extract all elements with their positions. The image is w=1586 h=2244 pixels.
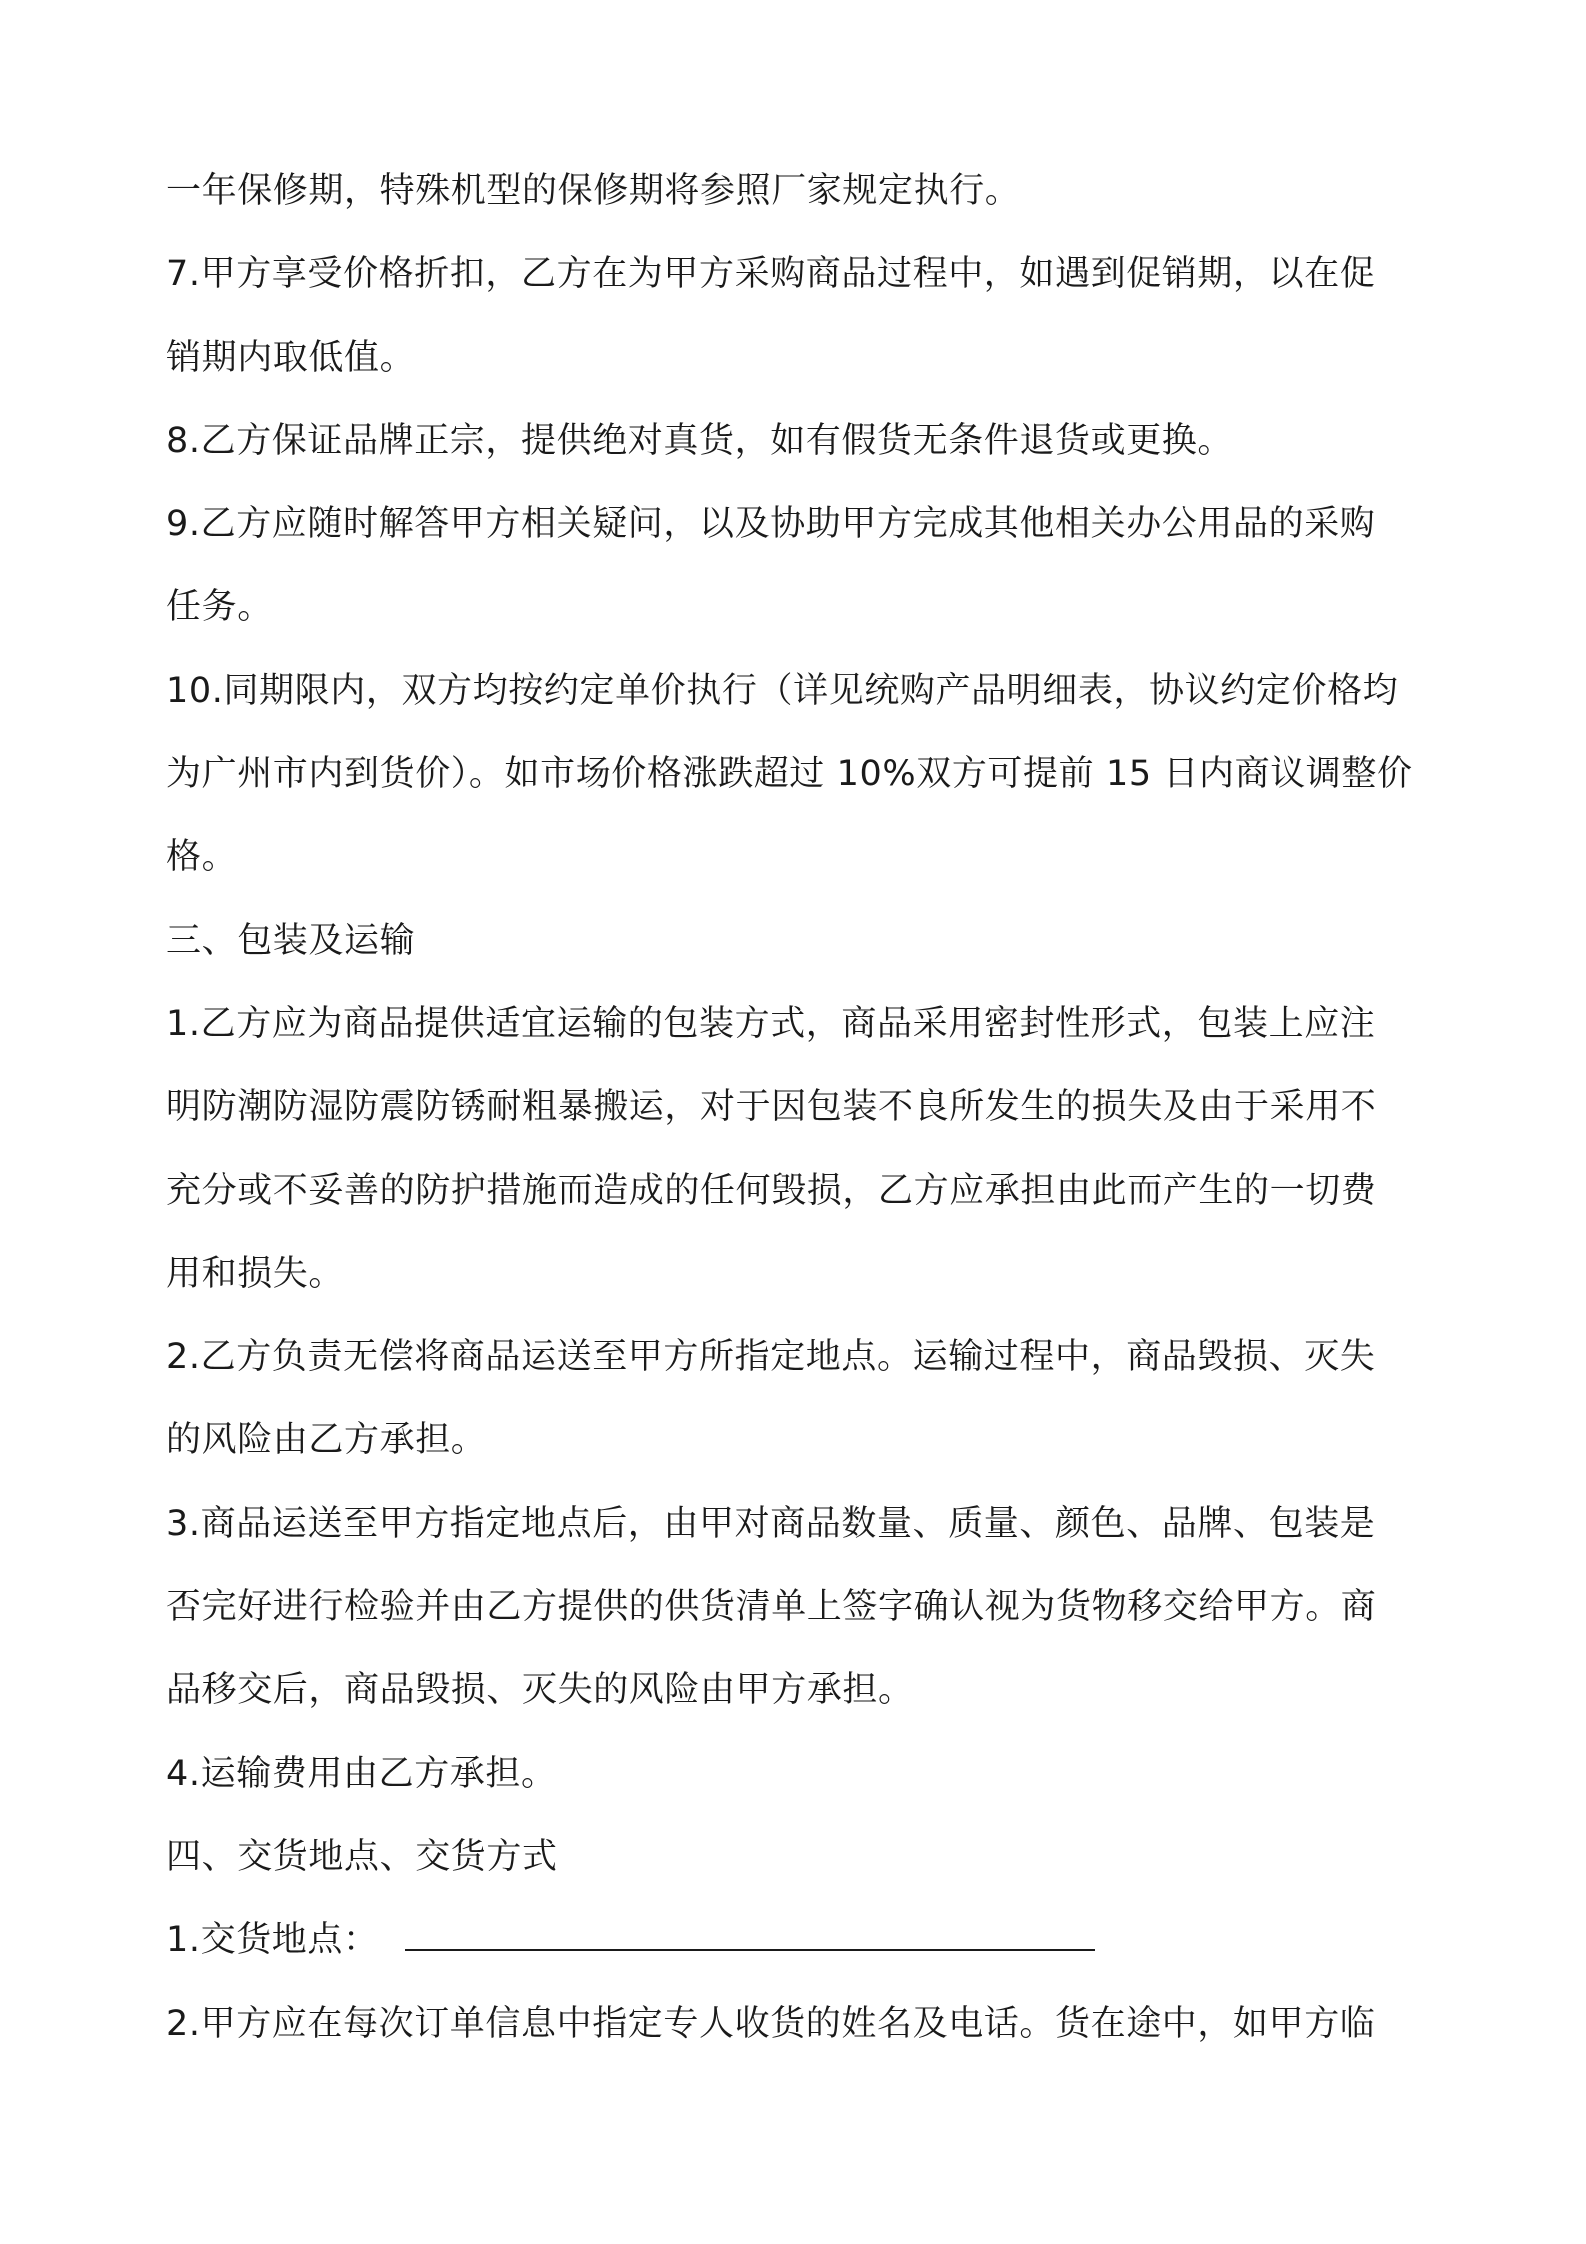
packaging-clause-1-line: 1.乙方应为商品提供适宜运输的包装方式，商品采用密封性形式，包装上应注 (166, 1003, 1376, 1044)
text-line: 任务。 (166, 587, 273, 628)
delivery-location-label: 1.交货地点： (166, 1920, 379, 1961)
clause-7-line: 7.甲方享受价格折扣，乙方在为甲方采购商品过程中，如遇到促销期，以在促 (166, 254, 1376, 295)
text-line: 为广州市内到货价）。如市场价格涨跌超过 10%双方可提前 15 日内商议调整价 (166, 754, 1413, 795)
clause-10-line: 10.同期限内，双方均按约定单价执行（详见统购产品明细表，协议约定价格均 (166, 670, 1399, 711)
delivery-clause-2-line: 2.甲方应在每次订单信息中指定专人收货的姓名及电话。货在途中，如甲方临 (166, 2003, 1376, 2044)
delivery-location-line (166, 1899, 1442, 1982)
packaging-clause-2-line: 2.乙方负责无偿将商品运送至甲方所指定地点。运输过程中，商品毁损、灭失 (166, 1337, 1376, 1378)
delivery-location-blank (405, 1911, 1095, 1951)
text-line: 销期内取低值。 (166, 337, 416, 378)
text-line: 品移交后，商品毁损、灭失的风险由甲方承担。 (166, 1670, 914, 1711)
packaging-clause-3-line: 3.商品运送至甲方指定地点后，由甲对商品数量、质量、颜色、品牌、包装是 (166, 1503, 1376, 1544)
text-line: 的风险由乙方承担。 (166, 1420, 487, 1461)
text-line: 格。 (166, 837, 238, 878)
text-line: 否完好进行检验并由乙方提供的供货清单上签字确认视为货物移交给甲方。商 (166, 1587, 1377, 1628)
section-heading-packaging: 三、包装及运输 (166, 920, 416, 961)
text-line: 充分或不妥善的防护措施而造成的任何毁损，乙方应承担由此而产生的一切费 (166, 1170, 1377, 1211)
clause-8-line: 8.乙方保证品牌正宗，提供绝对真货，如有假货无条件退货或更换。 (166, 420, 1233, 461)
packaging-clause-4-line: 4.运输费用由乙方承担。 (166, 1753, 557, 1794)
document-page (166, 150, 1442, 2066)
text-line: 用和损失。 (166, 1253, 345, 1294)
clause-9-line: 9.乙方应随时解答甲方相关疑问，以及协助甲方完成其他相关办公用品的采购 (166, 504, 1376, 545)
text-line: 明防潮防湿防震防锈耐粗暴搬运，对于因包装不良所发生的损失及由于采用不 (166, 1087, 1377, 1128)
text-line: 一年保修期，特殊机型的保修期将参照厂家规定执行。 (166, 171, 1021, 211)
section-heading-delivery: 四、交货地点、交货方式 (166, 1836, 558, 1877)
